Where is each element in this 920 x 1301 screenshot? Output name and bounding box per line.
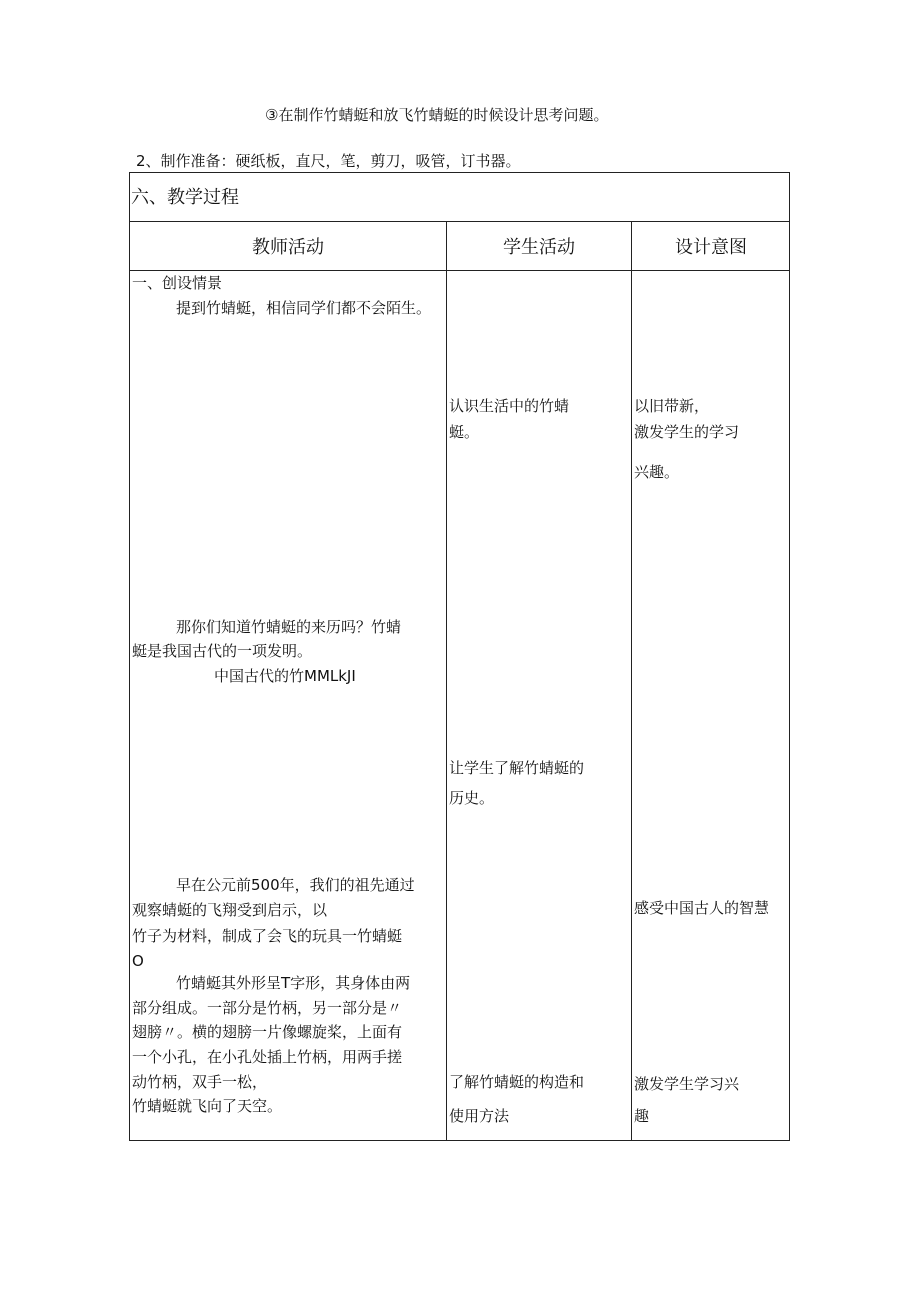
column-header-student: 学生活动: [503, 237, 575, 258]
column-header-intent: 设计意图: [675, 237, 747, 258]
table-divider: [129, 270, 790, 271]
teacher-paragraph: O: [132, 952, 144, 970]
section-title: 六、教学过程: [131, 187, 239, 208]
design-intent: 激发学生学习兴: [634, 1075, 740, 1093]
intro-line-2: 2、制作准备：硬纸板，直尺，笔，剪刀，吸管，订书器。: [136, 152, 521, 170]
intro-line-1: ③在制作竹蜻蜓和放飞竹蜻蜓的时候设计思考问题。: [265, 106, 609, 124]
teacher-paragraph: 一个小孔，在小孔处插上竹柄，用两手搓: [132, 1048, 403, 1066]
teacher-paragraph: 蜓是我国古代的一项发明。: [132, 642, 313, 660]
design-intent: 趣: [634, 1107, 650, 1125]
teacher-paragraph: 观察蜻蜓的飞翔受到启示，以: [132, 901, 328, 919]
teacher-paragraph: 早在公元前500年，我们的祖先通过: [176, 876, 415, 894]
teacher-paragraph: 竹子为材料，制成了会飞的玩具一竹蜻蜓: [132, 927, 403, 945]
table-divider: [129, 221, 790, 222]
teacher-paragraph: 翅膀〃。横的翅膀一片像螺旋桨，上面有: [132, 1023, 403, 1041]
teacher-paragraph: 竹蜻蜓就飞向了天空。: [132, 1097, 283, 1115]
student-activity: 蜓。: [449, 423, 480, 441]
student-activity: 使用方法: [449, 1107, 510, 1125]
design-intent: 以旧带新，: [634, 397, 710, 415]
student-activity: 认识生活中的竹蜻: [449, 397, 570, 415]
teacher-paragraph: 中国古代的竹MMLkJI: [214, 667, 356, 685]
column-divider: [446, 221, 447, 1141]
student-activity: 让学生了解竹蜻蜓的: [449, 759, 585, 777]
teacher-heading: 一、创设情景: [132, 274, 223, 292]
student-activity: 历史。: [449, 789, 495, 807]
teacher-paragraph: 竹蜻蜓其外形呈T字形，其身体由两: [176, 974, 411, 992]
teacher-paragraph: 提到竹蜻蜓，相信同学们都不会陌生。: [176, 299, 432, 317]
column-divider: [631, 221, 632, 1141]
teacher-paragraph: 动竹柄，双手一松，: [132, 1073, 268, 1091]
student-activity: 了解竹蜻蜓的构造和: [449, 1073, 585, 1091]
design-intent: 感受中国古人的智慧: [634, 899, 770, 917]
column-header-teacher: 教师活动: [252, 237, 324, 258]
teacher-paragraph: 那你们知道竹蜻蜓的来历吗？竹蜻: [176, 618, 402, 636]
design-intent: 兴趣。: [634, 463, 680, 481]
teacher-paragraph: 部分组成。一部分是竹柄，另一部分是〃: [132, 999, 403, 1017]
design-intent: 激发学生的学习: [634, 423, 740, 441]
